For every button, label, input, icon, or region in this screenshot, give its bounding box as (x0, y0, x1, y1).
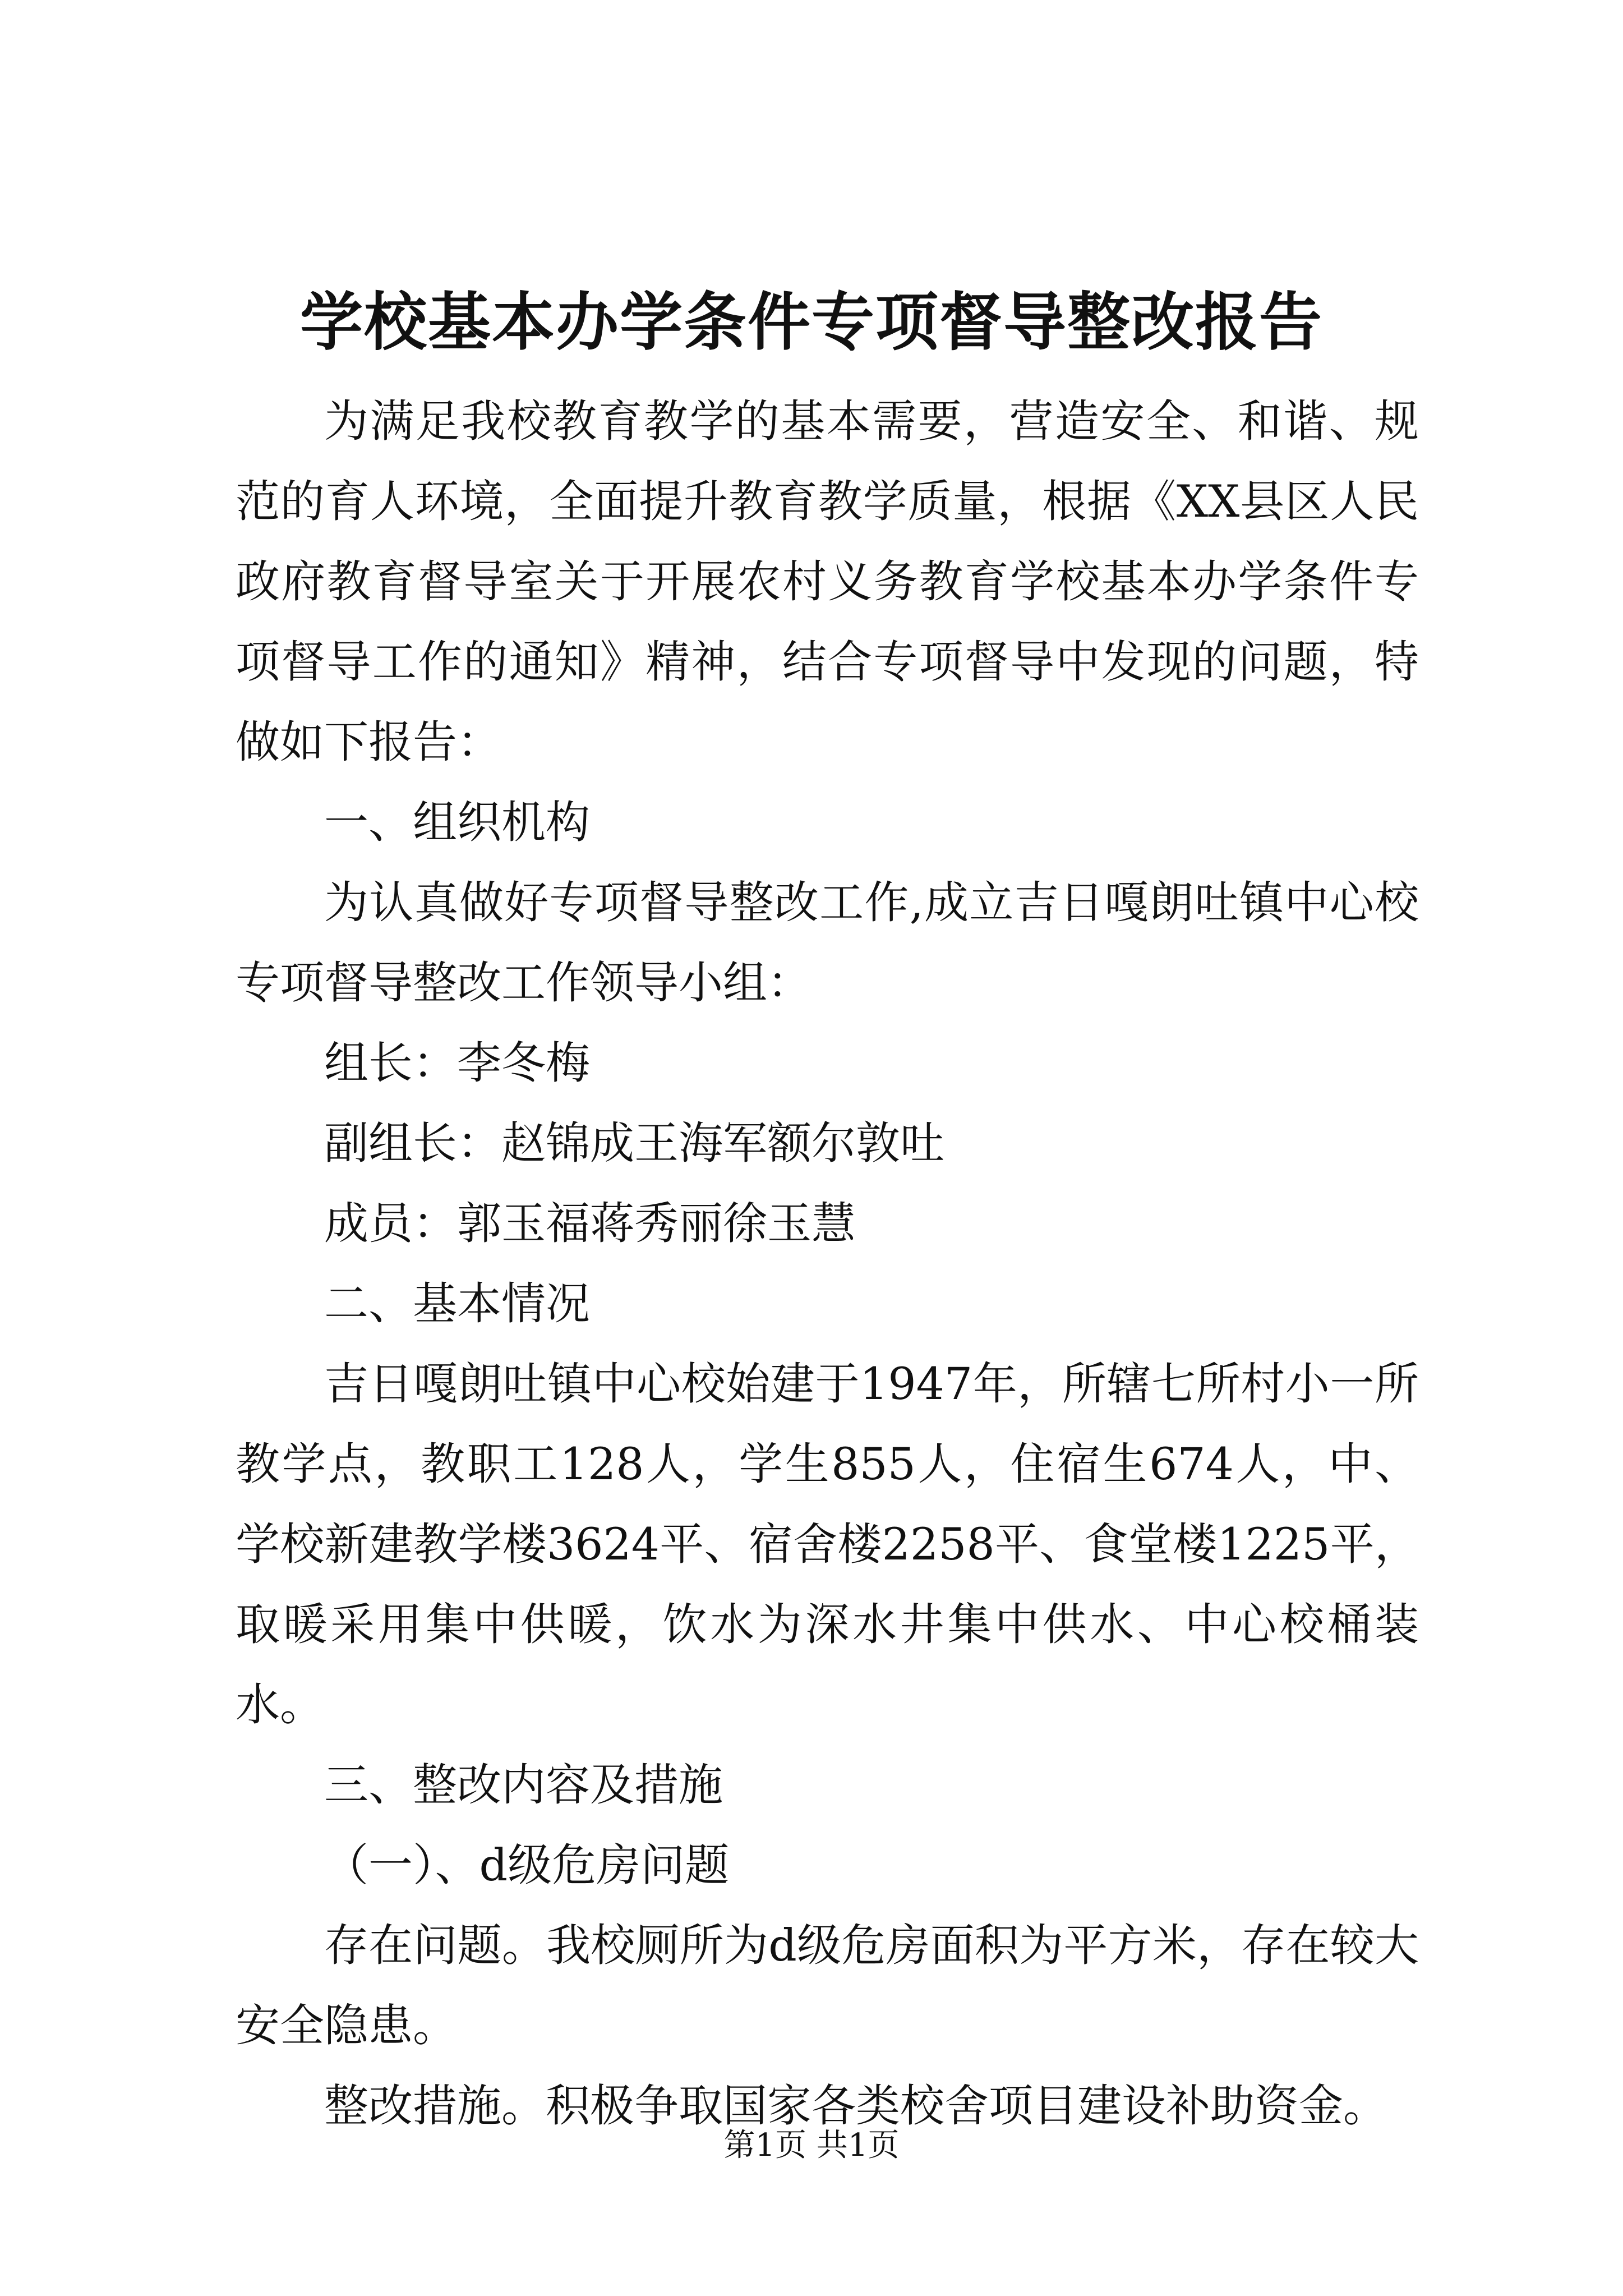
deputy-leader-line: 副组长：赵锦成王海军额尔敦吐 (324, 1117, 944, 1169)
page-footer: 第1页 共1页 (723, 2127, 900, 2164)
measures-paragraph: 整改措施。积极争取国家各类校舍项目建设补助资金。 (324, 2080, 1387, 2132)
section-heading-organization: 一、组织机构 (324, 797, 590, 848)
document-body (236, 381, 1419, 2146)
basic-situation-paragraph: 吉日嘎朗吐镇中心校始建于1947年，所辖七所村小一所教学点，教职工128人，学生855人，住宿生674人，中、学校新建教学楼3624平、宿舍楼2258平、食堂楼1225平，取暖采用集中供暖，饮水为深水井集中供水、中心校桶装水。 (236, 1358, 1419, 1731)
members-line: 成员：郭玉福蒋秀丽徐玉慧 (324, 1198, 856, 1249)
organization-paragraph: 为认真做好专项督导整改工作,成立吉日嘎朗吐镇中心校专项督导整改工作领导小组： (236, 877, 1419, 1009)
subsection-heading-d-level-building: （一）、d级危房问题 (324, 1839, 730, 1891)
group-leader-line: 组长：李冬梅 (324, 1037, 590, 1089)
intro-paragraph: 为满足我校教育教学的基本需要，营造安全、和谐、规范的育人环境，全面提升教育教学质量，根据《XX县区人民政府教育督导室关于开展农村义务教育学校基本办学条件专项督导工作的通知》精神，结合专项督导中发现的问题，特做如下报告： (236, 395, 1419, 768)
problem-paragraph: 存在问题。我校厕所为d级危房面积为平方米，存在较大安全隐患。 (236, 1920, 1419, 2051)
section-heading-rectification: 三、整改内容及措施 (324, 1759, 723, 1811)
section-heading-basic-situation: 二、基本情况 (324, 1278, 590, 1329)
document-title: 学校基本办学条件专项督导整改报告 (300, 286, 1323, 359)
